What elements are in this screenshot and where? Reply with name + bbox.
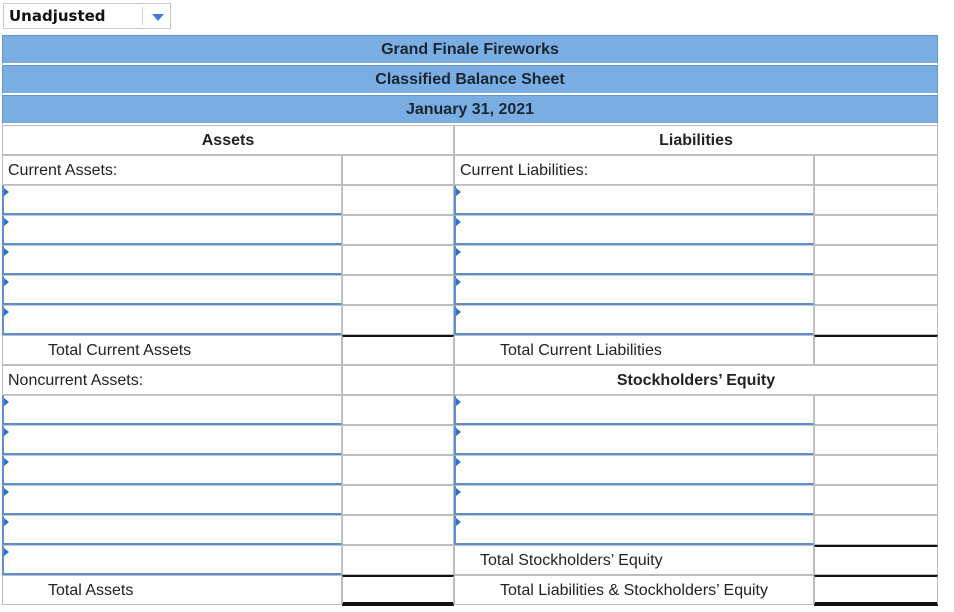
noncurrent-asset-account-input[interactable] [2,545,342,575]
input-marker-icon [4,428,9,436]
current-liabilities-amount-blank [814,155,938,185]
statement-date: January 31, 2021 [2,95,938,125]
current-liabilities-label: Current Liabilities: [460,162,589,179]
total-equity-amount[interactable] [814,545,938,575]
input-marker-icon [456,488,461,496]
input-marker-icon [456,248,461,256]
total-le-amount[interactable] [814,575,938,606]
input-marker-icon [4,308,9,316]
total-assets-amount[interactable] [342,575,454,606]
equity-heading-cell [454,365,938,395]
input-marker-icon [456,278,461,286]
noncurrent-asset-amount-input[interactable] [342,485,454,515]
noncurrent-assets-amount-blank [342,365,454,395]
current-asset-account-input[interactable] [2,275,342,305]
input-marker-icon [456,458,461,466]
current-liabilities-label-cell [454,155,814,185]
input-marker-icon [4,278,9,286]
equity-amount-input[interactable] [814,455,938,485]
noncurrent-assets-label: Noncurrent Assets: [8,372,144,389]
total-le-label: Total Liabilities & Stockholders’ Equity [500,582,768,599]
current-liability-account-input[interactable] [454,185,814,215]
current-asset-amount-input[interactable] [342,245,454,275]
equity-account-input[interactable] [454,485,814,515]
total-current-liabilities-label-cell [454,335,814,365]
current-liability-account-input[interactable] [454,305,814,335]
company-name: Grand Finale Fireworks [2,35,938,65]
noncurrent-assets-label-cell [2,365,342,395]
current-asset-amount-input[interactable] [342,215,454,245]
input-marker-icon [456,218,461,226]
equity-amount-input[interactable] [814,515,938,545]
chevron-down-icon[interactable] [152,14,164,21]
current-asset-account-input[interactable] [2,185,342,215]
current-asset-account-input[interactable] [2,305,342,335]
liabilities-heading: Liabilities [659,132,733,149]
total-le-label-cell [454,575,814,605]
noncurrent-asset-account-input[interactable] [2,455,342,485]
total-equity-label-cell [454,545,814,575]
total-current-assets-amount[interactable] [342,335,454,365]
noncurrent-asset-account-input[interactable] [2,515,342,545]
current-assets-amount-blank [342,155,454,185]
equity-account-input[interactable] [454,395,814,425]
equity-account-input[interactable] [454,455,814,485]
total-current-assets-label-cell [2,335,342,365]
current-liability-amount-input[interactable] [814,275,938,305]
equity-amount-input[interactable] [814,395,938,425]
current-asset-account-input[interactable] [2,215,342,245]
equity-account-input[interactable] [454,425,814,455]
current-liability-account-input[interactable] [454,275,814,305]
input-marker-icon [4,188,9,196]
current-asset-amount-input[interactable] [342,305,454,335]
input-marker-icon [456,428,461,436]
current-liability-account-input[interactable] [454,245,814,275]
input-marker-icon [456,398,461,406]
equity-heading: Stockholders’ Equity [616,372,776,389]
dropdown-value: Unadjusted [9,7,106,25]
total-assets-label: Total Assets [48,582,134,599]
input-marker-icon [4,218,9,226]
noncurrent-asset-account-input[interactable] [2,395,342,425]
total-assets-label-cell [2,575,342,605]
noncurrent-asset-amount-input[interactable] [342,515,454,545]
statement-title: Classified Balance Sheet [2,65,938,95]
noncurrent-asset-amount-input[interactable] [342,545,454,575]
input-marker-icon [4,398,9,406]
dropdown-separator [142,7,143,25]
noncurrent-asset-amount-input[interactable] [342,455,454,485]
current-asset-amount-input[interactable] [342,275,454,305]
noncurrent-asset-amount-input[interactable] [342,425,454,455]
current-liability-amount-input[interactable] [814,245,938,275]
equity-account-input[interactable] [454,515,814,545]
input-marker-icon [4,518,9,526]
current-liability-amount-input[interactable] [814,305,938,335]
input-marker-icon [4,548,9,556]
input-marker-icon [4,248,9,256]
total-current-liabilities-amount[interactable] [814,335,938,365]
current-liability-amount-input[interactable] [814,215,938,245]
input-marker-icon [456,518,461,526]
input-marker-icon [4,488,9,496]
liabilities-heading-cell [454,125,938,155]
current-asset-account-input[interactable] [2,245,342,275]
input-marker-icon [4,458,9,466]
current-liability-amount-input[interactable] [814,185,938,215]
noncurrent-asset-account-input[interactable] [2,485,342,515]
assets-heading: Assets [201,132,255,149]
current-assets-label-cell [2,155,342,185]
total-current-assets-label: Total Current Assets [48,342,192,359]
noncurrent-asset-account-input[interactable] [2,425,342,455]
current-assets-label: Current Assets: [8,162,118,179]
current-asset-amount-input[interactable] [342,185,454,215]
current-liability-account-input[interactable] [454,215,814,245]
equity-amount-input[interactable] [814,485,938,515]
total-equity-label: Total Stockholders’ Equity [480,552,663,569]
input-marker-icon [456,188,461,196]
input-marker-icon [456,308,461,316]
assets-heading-cell [2,125,454,155]
noncurrent-asset-amount-input[interactable] [342,395,454,425]
equity-amount-input[interactable] [814,425,938,455]
adjustment-dropdown[interactable] [3,3,171,29]
total-current-liabilities-label: Total Current Liabilities [500,342,662,359]
